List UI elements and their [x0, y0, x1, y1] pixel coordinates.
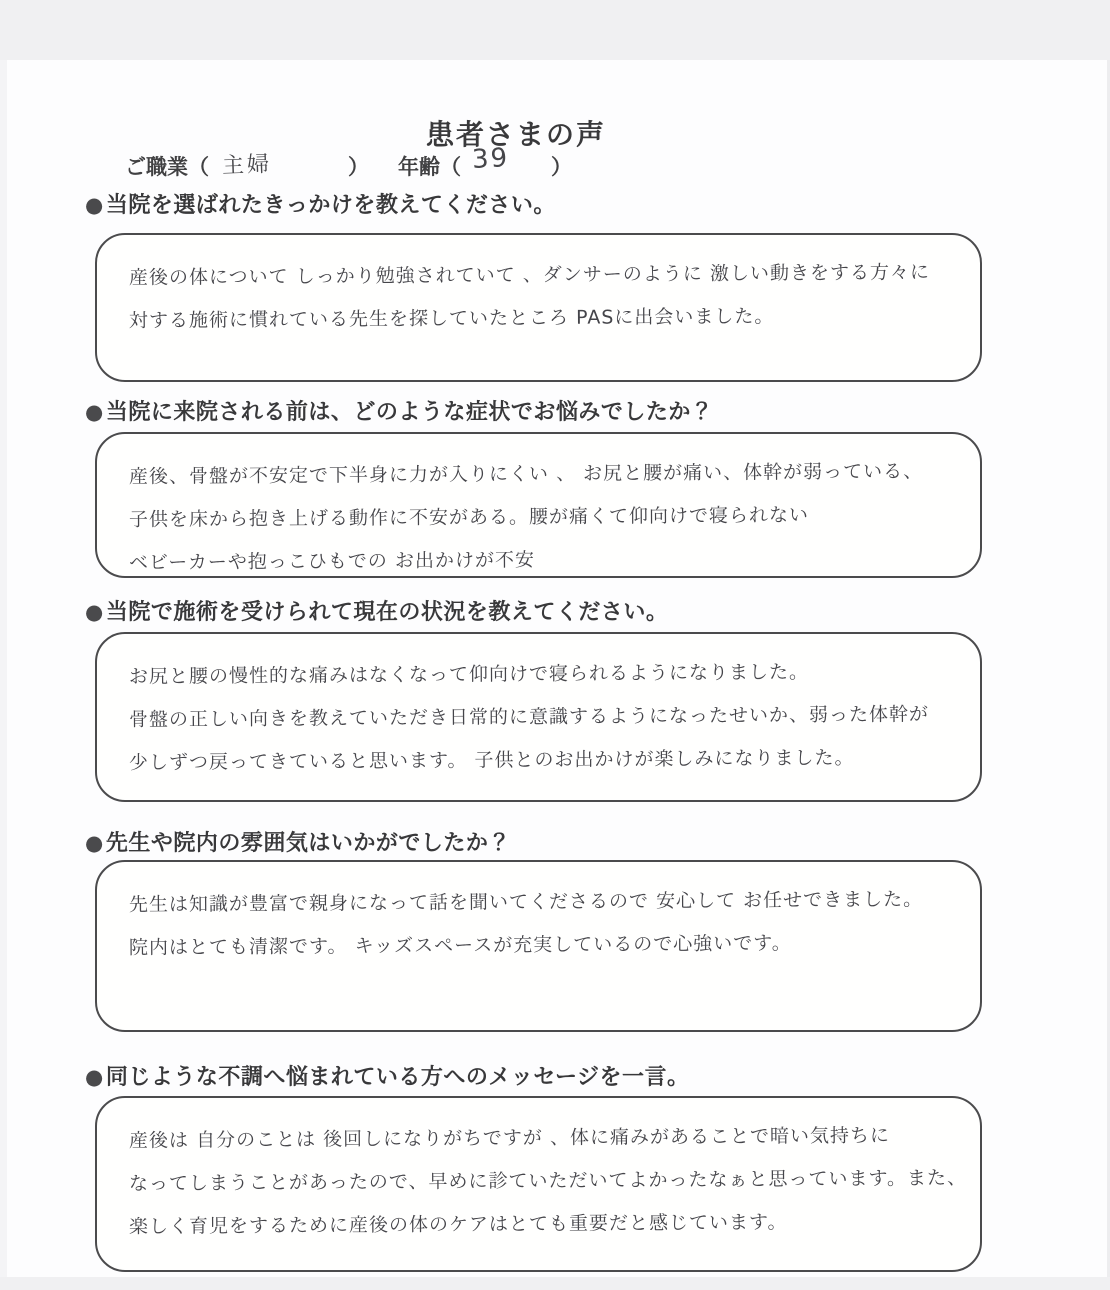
question-label-5: [85, 1060, 690, 1091]
answer-line: 産後の体について しっかり勉強されていて 、ダンサーのように 激しい動きをする方々に: [128, 261, 931, 289]
age-label: 年齢（: [398, 155, 461, 179]
question-text-2: 当院に来院される前は、どのような症状でお悩みでしたか？: [105, 400, 714, 425]
occupation-close-paren: ）: [348, 155, 369, 179]
question-label-1: [85, 188, 556, 219]
bullet-icon: ●: [85, 400, 104, 424]
age-value: 39: [471, 143, 510, 175]
answer-line: 楽しく育児をするために産後の体のケアはとても重要だと感じています。: [128, 1211, 788, 1238]
scan-top-margin: [0, 0, 1110, 60]
answer-line: 子供を床から抱き上げる動作に不安がある。腰が痛くて仰向けで寝られない: [128, 504, 810, 531]
bullet-icon: ●: [85, 831, 104, 855]
question-text-5: 同じような不調へ悩まれている方へのメッセージを一言。: [105, 1065, 690, 1090]
question-label-3: [85, 595, 668, 626]
answer-line: 産後は 自分のことは 後回しになりがちですが 、体に痛みがあることで暗い気持ちに: [128, 1124, 891, 1152]
answer-line: お尻と腰の慢性的な痛みはなくなって仰向けで寝られるようになりました。: [128, 661, 810, 688]
question-text-1: 当院を選ばれたきっかけを教えてください。: [105, 193, 556, 218]
question-label-2: [85, 395, 713, 426]
occupation-label: ご職業（: [125, 155, 209, 179]
bullet-icon: ●: [85, 600, 104, 624]
answer-box-3: [95, 632, 982, 802]
scan-left-margin: [0, 60, 7, 1290]
age-close-paren: ）: [551, 155, 572, 179]
answer-line: なってしまうことがあったので、早めに診ていただいてよかったなぁと思っています。また、: [128, 1167, 967, 1195]
answer-box-1: [95, 233, 982, 382]
bullet-icon: ●: [85, 193, 104, 217]
answer-line: 対する施術に慣れている先生を探していたところ PASに出会いました。: [128, 305, 775, 332]
answer-box-5: [95, 1096, 982, 1272]
answer-line: 先生は知識が豊富で親身になって話を聞いてくださるので 安心して お任せできました。: [128, 888, 924, 916]
occupation-value: 主婦: [221, 152, 273, 179]
answer-line: 骨盤の正しい向きを教えていただき日常的に意識するようになったせいか、弱った体幹が: [128, 703, 930, 731]
answer-line: 産後、骨盤が不安定で下半身に力が入りにくい 、 お尻と腰が痛い、体幹が弱っている、: [128, 460, 924, 488]
question-label-4: [85, 826, 511, 857]
answer-line: 院内はとても清潔です。 キッズスペースが充実しているので心強いです。: [128, 932, 792, 959]
page-title: 患者さまの声: [426, 117, 607, 151]
answer-line: ベビーカーや抱っこひもでの お出かけが不安: [128, 549, 535, 574]
question-text-4: 先生や院内の雰囲気はいかがでしたか？: [105, 831, 511, 856]
answer-box-2: [95, 432, 982, 578]
bullet-icon: ●: [85, 1065, 104, 1089]
answer-box-4: [95, 860, 982, 1032]
question-text-3: 当院で施術を受けられて現在の状況を教えてください。: [105, 600, 669, 625]
answer-line: 少しずつ戻ってきていると思います。 子供とのお出かけが楽しみになりました。: [128, 746, 855, 774]
scan-bottom-margin: [0, 1277, 1110, 1290]
